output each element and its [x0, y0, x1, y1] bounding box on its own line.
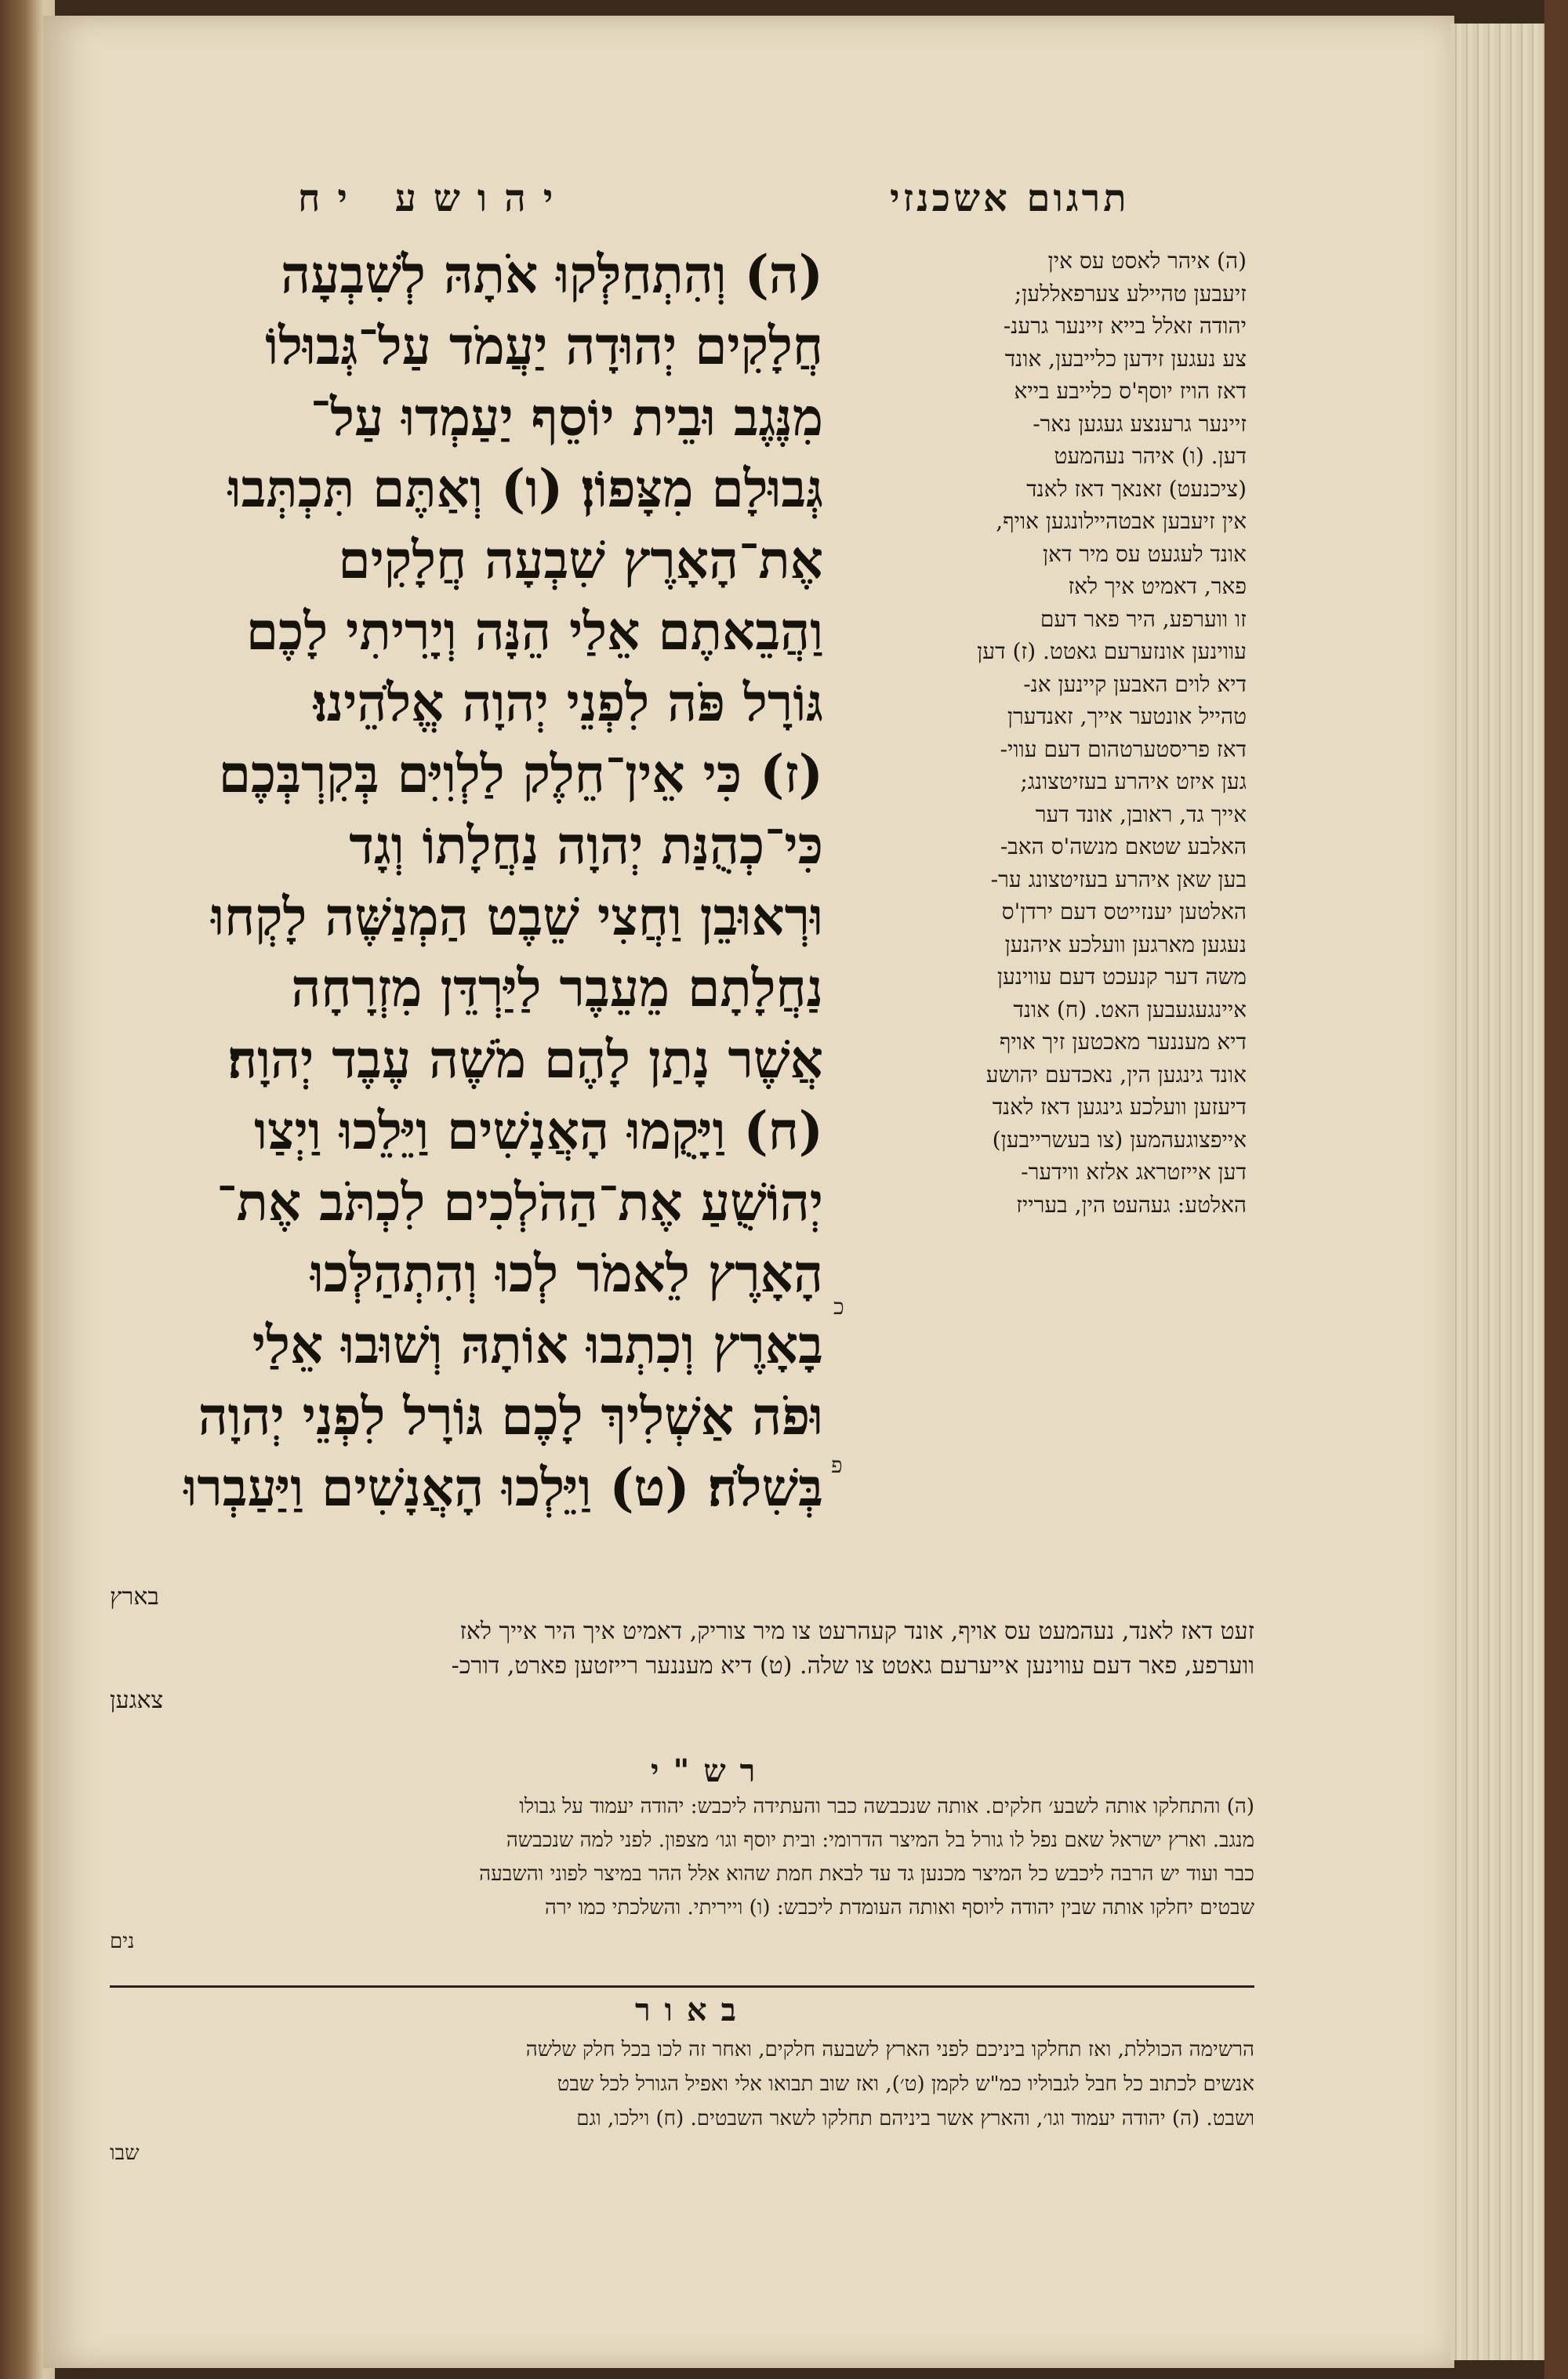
translation-line: זעט דאז לאנד, נעהמעט עס אויף, אונד קעהרעט צו מיר צוריק, דאמיט איך היר אייך לאז [459, 1618, 1254, 1645]
hebrew-line: בָאָרֶץ וְכִתְבוּ אוֹתָהּ וְשׁוּבוּ אֵלַי [252, 1314, 823, 1375]
translation-line: משה דער קנעכט דעם עווינען [996, 964, 1247, 990]
translation-line: בען שאן איהרע בעזיטצונג ער- [990, 866, 1247, 892]
hebrew-line: מִנֶּגֶב וּבֵית יוֹסֵף יַעַמְדוּ עַל־ [310, 387, 823, 448]
margin-note: פ [831, 1452, 843, 1478]
hebrew-line: (ח) וַיָּקֻמוּ הָאֲנָשִׁים וַיֵּלֵכוּ וַיְצַו [254, 1100, 823, 1161]
running-header-book: יהושע יח [298, 176, 571, 220]
hebrew-text-column [118, 239, 823, 1524]
biur-line: אנשים לכתוב כל חבל לגבוליו כמ"ש לקמן (ט׳), ואז שוב תבואו אלי ואפיל הגורל לכל שבט [557, 2072, 1254, 2096]
hebrew-line: חֲלָקִים יְהוּדָה יַעֲמֹד עַל־גְּבוּלוֹ [265, 315, 823, 376]
biur-commentary [110, 2032, 1254, 2170]
translation-line: (ציכנעט) זאנאך דאז לאנד [1026, 475, 1247, 502]
translation-line: פאר, דאמיט איך לאז [1068, 573, 1247, 599]
rashi-line: שבטים יחלקו אותה שבין יהודה ליוסף ואותה העומדת ליכבש: (ו) וייריתי. והשלכתי כמו ירה [544, 1896, 1254, 1920]
translation-line: אונד לעגעט עס מיר דאן [1043, 540, 1247, 567]
running-header-translation: תרגום אשכנזי [890, 176, 1130, 220]
hebrew-line: וּפֹה אַשְׁלִיךְ לָכֶם גּוֹרָל לִפְנֵי יְהוָה [198, 1386, 823, 1447]
hebrew-line: כִּי־כְהֻנַּת יְהוָה נַחֲלָתוֹ וְגָד [349, 815, 823, 876]
book-cover-edge [1544, 0, 1568, 2379]
catchword: צאגען [110, 1687, 164, 1714]
translation-line: דאז פריסטערטהום דעם עווי- [1000, 735, 1247, 762]
translation-line: דען אייזטראג אלזא ווידער- [1021, 1159, 1247, 1185]
translation-line: האלטען יענזייטס דעם ירדן'ס [1001, 899, 1247, 924]
translation-line: זו ווערפע, היר פאר דעם [1040, 605, 1247, 632]
translation-line: דאז הויז יוסף'ס כלייבע בייא [1014, 378, 1247, 404]
translation-line: דיעזען וועלכע גינגען דאז לאנד [992, 1094, 1247, 1120]
translation-line: אייך גד, ראובן, אונד דער [1035, 801, 1247, 827]
translation-line: זיינער גרענצע געגען נאר- [1033, 410, 1247, 437]
rashi-commentary [110, 1790, 1254, 1959]
hebrew-line: וּרְאוּבֵן וַחֲצִי שֵׁבֶט הַמְנַשֶּׁה לָקְחוּ [211, 886, 823, 947]
section-divider [110, 1985, 1254, 1988]
catchword: בארץ [110, 1583, 159, 1611]
translation-line: האלטע: געהעט הין, בערייז [1016, 1191, 1247, 1218]
translation-line: אונד גינגען הין, נאכדעם יהושע [985, 1061, 1247, 1088]
translation-line: עווינען אונזערעם גאטט. (ז) דען [977, 638, 1247, 664]
hebrew-line: גְּבוּלָם מִצָּפוֹן׃ (ו) וְאַתֶּם תִּכְתְּבוּ [227, 458, 823, 519]
translation-line: טהייל אונטער אייך, זאנדערן [1007, 703, 1247, 729]
translation-line: איינגעגעבען האט. (ח) אונד [1013, 996, 1247, 1022]
translation-line: נעגען מארגען וועלכע איהנען [1004, 931, 1247, 957]
rashi-heading: רש"י [651, 1752, 770, 1789]
rashi-line: (ה) והתחלקו אותה לשבע׳ חלקים. אותה שנכבשה כבר והעתידה ליכבש: יהודה יעמוד על גבולו [519, 1795, 1254, 1818]
translation-line: ווערפע, פאר דעם עווינען אייערעם גאטט צו שלה. (ט) דיא מעננער רייזטען פארט, דורכ- [451, 1652, 1254, 1680]
translation-line: אייפצוגעהמען (צו בעשרייבען) [992, 1126, 1247, 1153]
rashi-line: כבר ועוד יש הרבה ליכבש כל המיצר מכנען גד עד לבאת חמת שהוא אלל ההר במיצר לפוני והשבעה [479, 1862, 1254, 1886]
translation-column [855, 245, 1247, 1221]
biur-heading: באור [635, 1992, 750, 2029]
hebrew-line: (ה) וְהִתְחַלְּקוּ אֹתָהּ לְשִׁבְעָה [281, 244, 823, 305]
page-stack-edge [1450, 24, 1549, 2360]
catchword: נים [110, 1930, 135, 1953]
hebrew-line: אֶת־הָאָרֶץ שִׁבְעָה חֲלָקִים [338, 529, 823, 590]
translation-line: יהודה זאלל בייא זיינער גרענ- [1003, 313, 1247, 339]
hebrew-line: וַהֲבֵאתֶם אֵלַי הֵנָּה וְיָרִיתִי לָכֶם [245, 601, 823, 662]
hebrew-line: גּוֹרָל פֹּה לִפְנֵי יְהוָה אֱלֹהֵינוּ׃ [313, 672, 823, 733]
hebrew-line: (ז) כִּי אֵין־חֵלֶק לַלְוִיִּם בְּקִרְבְּכֶם [218, 743, 823, 805]
hebrew-line: יְהוֹשֻׁעַ אֶת־הַהֹלְכִים לִכְתֹּב אֶת־ [216, 1171, 823, 1233]
translation-line: אין זיעבען אבטהיילונגען אויף, [996, 508, 1247, 534]
hebrew-line: הָאָרֶץ לֵאמֹר לְכוּ וְהִתְהַלְּכוּ [310, 1243, 823, 1304]
translation-line: גען איזט איהרע בעזיטצונג; [1020, 768, 1247, 794]
catchword: שבו [110, 2141, 140, 2165]
rashi-line: מנגב. וארץ ישראל שאם נפל לו גורל בל המיצר הדרומי: ובית יוסף וגו׳ מצפון. לפני למה שנכבשה [506, 1829, 1254, 1852]
translation-line: דיא מעננער מאכטען זיך אויף [999, 1029, 1247, 1055]
translation-line: האלבע שטאם מנשה'ס האב- [1000, 834, 1247, 859]
translation-line: זיעבען טהיילע צערפאללען; [1014, 280, 1247, 307]
hebrew-line: נַחֲלָתָם מֵעֵבֶר לַיַּרְדֵּן מִזְרָחָה [291, 957, 823, 1019]
translation-continuation [110, 1580, 1254, 1718]
translation-line: (ה) איהר לאסט עס אין [1047, 248, 1247, 274]
biur-line: הרשימה הכוללת, ואז תחלקו ביניכם לפני הארץ לשבעה חלקים, ואחר זה לכו בכל חלק שלשה [525, 2038, 1254, 2061]
translation-line: דען. (ו) איהר נעהמעט [1054, 443, 1247, 469]
margin-note: כ [833, 1294, 844, 1320]
hebrew-line: בְּשִׁלֹה׃ (ט) וַיֵּלְכוּ הָאֲנָשִׁים וַיַּעַבְרוּ [183, 1457, 823, 1518]
hebrew-line: אֲשֶׁר נָתַן לָהֶם מֹשֶׁה עֶבֶד יְהוָה׃ [227, 1029, 823, 1090]
translation-line: דיא לוים האבען קיינען אנ- [1023, 670, 1247, 697]
translation-line: צע נעגען זידען כלייבען, אונד [1004, 345, 1247, 372]
biur-line: ושבט. (ה) יהודה יעמוד וגו׳, והארץ אשר ביניהם תחלקו לשאר השבטים. (ח) וילכו, וגם [576, 2107, 1254, 2130]
